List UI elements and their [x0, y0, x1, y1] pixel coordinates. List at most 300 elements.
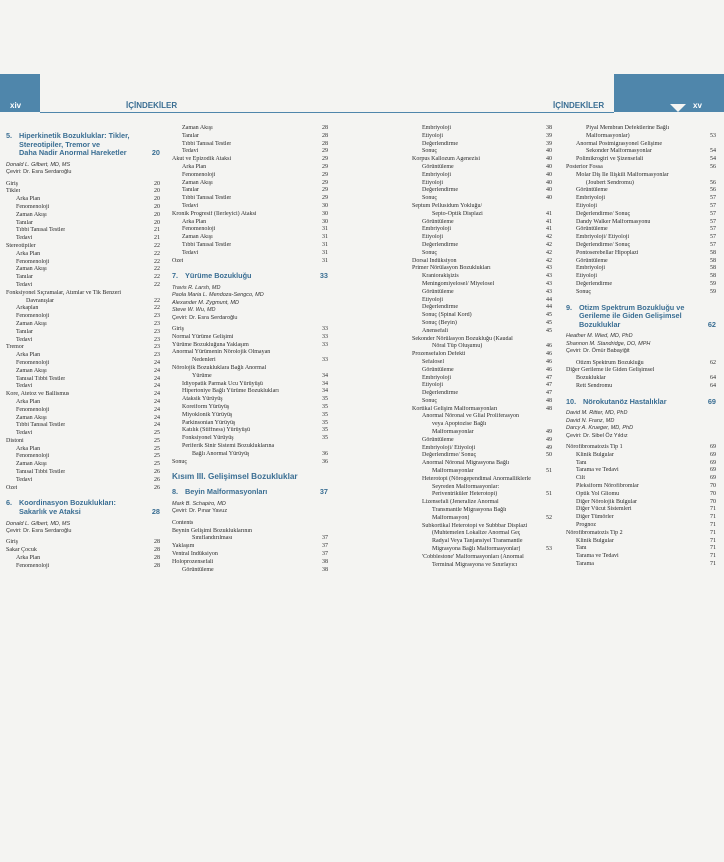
toc-entry — [172, 148, 328, 156]
chapter-title — [566, 304, 684, 330]
toc-entry-page: 35 — [322, 419, 328, 426]
toc-entry-page — [550, 421, 552, 429]
left-header-notch — [52, 104, 68, 112]
toc-entry-title: Zaman Akışı — [182, 179, 213, 186]
toc-entry — [412, 538, 552, 546]
toc-entry — [412, 530, 552, 538]
toc-entry-page: 30 — [322, 218, 328, 225]
toc-entry-title: Seyreden Malformasyonlar: — [432, 483, 500, 490]
toc-entry — [6, 469, 160, 477]
toc-entry — [6, 337, 160, 345]
toc-entry — [412, 234, 552, 242]
toc-entry-title: Sonuç — [172, 458, 187, 465]
toc-entry-page: 41 — [546, 226, 552, 233]
toc-entry-title: Kortikal Gelişim Malformasyonları — [412, 405, 498, 412]
toc-entry — [6, 422, 160, 430]
toc-entry-title: Fenomenoloji — [16, 258, 50, 265]
toc-entry-title: Diğer Nörolojik Bulgular — [576, 498, 637, 505]
toc-entry — [412, 250, 552, 258]
chapter-title-lines — [583, 398, 667, 407]
chapter-author: David N. Franz, MD — [566, 417, 615, 424]
toc-entry-page — [550, 476, 552, 484]
toc-entry-page: 70 — [710, 482, 716, 489]
toc-entry-page: 58 — [710, 273, 716, 280]
toc-entry-title: Embriyoloji — [422, 374, 451, 381]
toc-entry-page: 23 — [154, 313, 160, 320]
toc-entry-title: İdiyopatik Parmak Ucu Yürüyüşü — [182, 380, 263, 387]
toc-entry — [412, 203, 552, 211]
toc-entry-page: 22 — [154, 274, 160, 281]
toc-entry — [172, 451, 328, 459]
toc-entry-page: 39 — [546, 132, 552, 139]
chapter-heading — [566, 304, 716, 330]
toc-entry-title: Polimikrogiri ve Şizensefali — [576, 156, 644, 163]
toc-entry — [172, 520, 328, 528]
toc-entry — [412, 359, 552, 367]
toc-entry — [412, 375, 552, 383]
toc-entry-title: Ataksik Yürüyüş — [182, 396, 223, 403]
toc-entry-title: Parkinsonian Yürüyüş — [182, 419, 236, 426]
toc-entry-page: 58 — [710, 257, 716, 264]
chapter-author: Heather M. Wied, MD, PhD — [566, 333, 633, 340]
toc-entry-title: Arka Plan — [16, 352, 41, 359]
chapter-page: 28 — [151, 507, 160, 517]
toc-entry — [172, 141, 328, 149]
chapter-translator: Çeviri: Dr. Ömür Babayiğit — [566, 348, 630, 355]
toc-entry-page: 28 — [322, 140, 328, 147]
toc-entry-page: 38 — [546, 125, 552, 131]
toc-entry-page: 43 — [546, 273, 552, 280]
toc-entry-page: 47 — [546, 390, 552, 397]
toc-entry-page: 54 — [710, 156, 716, 163]
toc-entry-page: 43 — [546, 288, 552, 295]
toc-entry-page: 49 — [546, 429, 552, 436]
toc-entry-title: Görüntüleme — [576, 187, 608, 194]
toc-entry-title: Arka Plan — [182, 218, 207, 225]
toc-entry-page: 24 — [154, 406, 160, 413]
toc-entry — [566, 219, 716, 227]
toc-entry — [412, 523, 552, 531]
toc-entry-page — [550, 460, 552, 468]
toc-entry — [6, 235, 160, 243]
chapter-page: 69 — [707, 396, 716, 406]
toc-entry-page: 34 — [322, 380, 328, 387]
toc-entry-title: Zaman Akışı — [16, 266, 47, 273]
toc-entry-title: Fenomenoloji — [182, 171, 216, 178]
toc-entry-title: Değerlendirme/ Sonuç — [422, 452, 477, 459]
toc-entry — [566, 258, 716, 266]
toc-entry — [172, 559, 328, 567]
toc-entry — [6, 453, 160, 461]
toc-entry-page: 43 — [546, 265, 552, 272]
toc-entry-page: 49 — [546, 436, 552, 443]
toc-entry — [6, 220, 160, 228]
toc-entry-page: 46 — [546, 351, 552, 358]
toc-entry-title: Akut ve Epizodik Ataksi — [172, 156, 232, 163]
toc-entry — [6, 547, 160, 555]
toc-entry — [172, 242, 328, 250]
toc-entry — [566, 187, 716, 195]
toc-entry-title: Tanısal Tıbbi Testler — [16, 375, 66, 382]
toc-entry-page: 40 — [546, 163, 552, 170]
toc-entry-page: 45 — [546, 319, 552, 326]
toc-entry — [566, 383, 716, 391]
toc-entry-page: 45 — [546, 327, 552, 334]
chapter-title-line: Gerileme ile Giden Gelişimsel — [579, 311, 682, 321]
toc-entry-title: Tanılar — [16, 219, 33, 226]
toc-entry-page: 40 — [546, 171, 552, 178]
toc-entry-title: Tanılar — [16, 328, 33, 335]
toc-entry — [412, 421, 552, 429]
toc-entry-title: Zaman Akışı — [16, 367, 47, 374]
toc-entry-title: Değerlendirme — [422, 140, 458, 147]
toc-entry-title: Sekonder Nörülasyon Bozukluğu (Kaudal — [412, 335, 513, 342]
toc-entry — [172, 258, 328, 266]
toc-entry-title: Fenomenoloji — [16, 313, 50, 320]
toc-entry-title: Transmantle Migrasyona Bağlı — [432, 507, 507, 514]
toc-entry-page: 23 — [154, 336, 160, 343]
toc-entry-page: 25 — [154, 453, 160, 460]
toc-entry-title: Zaman Akışı — [182, 234, 213, 241]
toc-entry-page: 56 — [710, 187, 716, 194]
toc-entry — [6, 352, 160, 360]
toc-entry-title: Radyal Veya Tanjansiyel Transmantle — [432, 538, 523, 545]
toc-entry-page — [714, 125, 716, 133]
toc-entry-title: Görüntüleme — [576, 257, 608, 264]
toc-entry — [172, 535, 328, 543]
toc-entry — [412, 211, 552, 219]
toc-entry-page — [550, 562, 552, 570]
toc-entry-page: 56 — [710, 179, 716, 186]
toc-entry — [566, 265, 716, 273]
toc-entry — [412, 273, 552, 281]
toc-entry-page: 71 — [710, 560, 716, 567]
toc-entry-title: Bozukluklar — [576, 375, 606, 382]
toc-entry — [172, 164, 328, 172]
toc-entry-page: 46 — [546, 343, 552, 350]
toc-entry-title: Migrasyona Bağlı Malformasyonlar) — [432, 546, 521, 553]
toc-entry-page: 34 — [322, 372, 328, 379]
toc-entry — [566, 211, 716, 219]
toc-entry-page: 24 — [154, 359, 160, 366]
toc-entry-page: 69 — [710, 475, 716, 482]
toc-entry-page: 37 — [322, 535, 328, 542]
chapter-title-line: Stereotipiler, Tremor ve — [19, 139, 101, 149]
toc-entry-page: 42 — [546, 249, 552, 256]
toc-entry-page: 21 — [154, 227, 160, 234]
toc-entry — [172, 443, 328, 451]
toc-entry-title: Embriyoloji — [422, 125, 451, 131]
toc-entry-title: Tremor — [6, 344, 24, 351]
toc-entry — [172, 373, 328, 381]
toc-entry-page — [550, 336, 552, 344]
toc-entry — [412, 367, 552, 375]
toc-entry-page: 44 — [546, 304, 552, 311]
toc-entry-page: 71 — [710, 537, 716, 544]
toc-entry-title: Sonuç — [422, 195, 437, 202]
toc-entry-title: Zaman Akışı — [16, 211, 47, 218]
toc-entry-title: Değerlendirme/ Sonuç — [576, 241, 631, 248]
toc-entry-title: Tedavi — [16, 235, 33, 242]
toc-entry-title: Etiyoloji — [576, 273, 597, 280]
toc-entry-title: Arka Plan — [16, 250, 41, 257]
toc-entry-title: Molar Diş İle İlişkili Malformasyonlar — [576, 171, 669, 178]
toc-entry — [6, 446, 160, 454]
toc-entry-page: 59 — [710, 280, 716, 287]
toc-entry — [172, 219, 328, 227]
toc-entry-title: Embriyoloji/ Etiyoloji — [576, 234, 630, 241]
toc-entry-title: Prognoz — [576, 521, 596, 528]
toc-entry — [6, 266, 160, 274]
toc-entry — [6, 563, 160, 571]
toc-entry-page: 35 — [322, 403, 328, 410]
toc-entry — [566, 226, 716, 234]
toc-entry-page: 33 — [322, 341, 328, 348]
toc-entry — [6, 485, 160, 493]
toc-entry-page: 56 — [710, 163, 716, 170]
toc-entry-page: 22 — [154, 258, 160, 265]
toc-entry — [412, 445, 552, 453]
toc-entry-page: 25 — [154, 461, 160, 468]
chapter-title — [6, 132, 130, 158]
toc-entry — [566, 530, 716, 538]
chapter-title-lines — [185, 272, 251, 281]
toc-entry-page: 71 — [710, 506, 716, 513]
toc-entry-title: Arka Plan — [16, 398, 41, 405]
toc-entry-page — [550, 413, 552, 421]
toc-entry-title: Tedavi — [182, 249, 199, 256]
toc-entry-page: 31 — [322, 234, 328, 241]
chapter-page: 62 — [707, 319, 716, 329]
toc-entry-page: 54 — [710, 148, 716, 155]
toc-entry — [566, 156, 716, 164]
toc-entry-title: Etiyoloji — [422, 179, 443, 186]
toc-entry-page: 35 — [322, 396, 328, 403]
toc-entry-page: 39 — [546, 140, 552, 147]
toc-entry — [412, 515, 552, 523]
toc-entry — [566, 367, 716, 375]
toc-entry-title: Fenomenoloji — [16, 359, 50, 366]
toc-entry — [172, 365, 328, 373]
toc-entry-title: Klinik Bulgular — [576, 451, 614, 458]
toc-entry — [6, 368, 160, 376]
toc-entry-page: 33 — [322, 357, 328, 364]
toc-entry-title: Embriyoloji — [422, 171, 451, 178]
toc-entry-title: Embriyoloji — [422, 226, 451, 233]
toc-entry-page: 23 — [154, 344, 160, 351]
chapter-author: Mark B. Schapiro, MD — [172, 500, 226, 507]
chapter-title — [6, 499, 116, 516]
toc-entry-page: 57 — [710, 241, 716, 248]
toc-entry-title: Sonuç (Beyin) — [422, 319, 457, 326]
right-header-notch — [670, 104, 686, 112]
toc-entry-title: Sonuç — [422, 397, 437, 404]
toc-entry-page — [326, 349, 328, 357]
toc-entry — [6, 399, 160, 407]
toc-entry-title: Koreiform Yürüyüş — [182, 403, 230, 410]
toc-entry-title: Giriş — [6, 180, 18, 187]
toc-entry-page: 42 — [546, 257, 552, 264]
toc-entry-page: 21 — [154, 235, 160, 242]
toc-entry-title: Malformasyon) — [432, 514, 470, 521]
toc-entry — [566, 553, 716, 561]
toc-entry-page: 58 — [710, 249, 716, 256]
toc-entry-title: Görüntüleme — [422, 163, 454, 170]
chapter-author: Alexander M. Zygmunt, MD — [172, 299, 239, 306]
toc-entry — [172, 412, 328, 420]
toc-entry-title: Heterotopi (Nörogependimal Anormalliklerle — [422, 475, 531, 482]
toc-entry-title: Nörolojik Bozukluklara Bağlı Anormal — [172, 364, 267, 371]
toc-entry — [566, 250, 716, 258]
toc-entry-page: 20 — [154, 196, 160, 203]
toc-entry — [172, 427, 328, 435]
toc-entry — [412, 226, 552, 234]
toc-entry-title: Tedavi — [182, 202, 199, 209]
toc-entry-page: 28 — [154, 562, 160, 569]
toc-entry-page: 23 — [154, 352, 160, 359]
toc-entry-page: 36 — [322, 458, 328, 465]
toc-entry — [566, 172, 716, 180]
toc-entry-page: 28 — [154, 547, 160, 554]
toc-entry-page — [550, 538, 552, 546]
toc-entry-title: Zaman Akışı — [16, 461, 47, 468]
toc-entry-page: 26 — [154, 476, 160, 483]
toc-entry-title: Subkortikal Heterotopi ve Subbbar Displazi — [422, 522, 528, 529]
toc-entry — [6, 259, 160, 267]
toc-entry-title: Tanı — [576, 545, 587, 552]
toc-entry — [172, 250, 328, 258]
toc-entry — [566, 234, 716, 242]
toc-entry-title: Görüntüleme — [422, 436, 454, 443]
toc-entry — [172, 180, 328, 188]
toc-entry — [6, 212, 160, 220]
toc-entry-title: Tanılar — [16, 274, 33, 281]
toc-entry-title: Yaklaşım — [172, 543, 195, 550]
toc-entry-title: Tedavi — [16, 281, 33, 288]
chapter-title-lines — [579, 304, 684, 330]
chapter-author: Darcy A. Krueger, MD, PhD — [566, 425, 634, 432]
toc-entry-page: 37 — [322, 543, 328, 550]
toc-entry-page: 64 — [710, 382, 716, 389]
toc-entry-page — [714, 141, 716, 149]
toc-entry — [172, 125, 328, 133]
chapter-author: Donald L. Gilbert, MD, MS — [6, 520, 71, 527]
toc-entry — [412, 320, 552, 328]
toc-entry-title: Optik Yol Gliomu — [576, 490, 620, 497]
toc-entry-title: Tedavi — [16, 336, 33, 343]
toc-entry — [566, 452, 716, 460]
toc-entry-page: 24 — [154, 375, 160, 382]
toc-entry-title: Anormal Nöronal Migrasyona Bağlı — [422, 460, 510, 467]
chapter-number: 6. — [6, 498, 13, 508]
toc-column-4 — [566, 125, 716, 569]
toc-entry — [172, 551, 328, 559]
toc-entry — [566, 375, 716, 383]
toc-entry-title: Contents — [172, 519, 194, 526]
toc-entry — [6, 438, 160, 446]
toc-entry-page: 70 — [710, 498, 716, 505]
toc-entry — [6, 376, 160, 384]
toc-entry-title: Fonksiyonel Yürüyüş — [182, 435, 234, 442]
toc-entry-page: 42 — [546, 241, 552, 248]
toc-entry-title: Klinik Bulgular — [576, 537, 614, 544]
toc-entry — [6, 407, 160, 415]
chapter-translator: Çeviri: Dr. Esra Serdaroğlu — [172, 314, 238, 321]
toc-entry-title: Tanılar — [182, 187, 199, 194]
toc-entry-title: Değerlendirme/ Sonuç — [576, 210, 631, 217]
toc-entry-page: 20 — [154, 188, 160, 195]
toc-entry-title: Embriyoloji/ Etiyoloji — [422, 444, 476, 451]
toc-entry — [412, 507, 552, 515]
toc-entry-title: Primer Nörülasyon Bozuklukları — [412, 265, 491, 272]
toc-entry — [566, 506, 716, 514]
toc-entry-title: Tedavi — [16, 430, 33, 437]
toc-entry — [6, 282, 160, 290]
toc-entry-title: Arka Plan — [16, 445, 41, 452]
toc-entry — [412, 180, 552, 188]
toc-entry-page — [550, 554, 552, 562]
toc-entry-title: Holoprozensefali — [172, 558, 214, 565]
right-header-rule — [362, 112, 614, 113]
toc-entry-page: 35 — [322, 435, 328, 442]
chapter-author: Donald L. Gilbert, MD, MS — [6, 161, 71, 168]
toc-entry — [412, 141, 552, 149]
chapter-page: 33 — [319, 271, 328, 281]
toc-entry-page: 20 — [154, 211, 160, 218]
toc-entry-page: 69 — [710, 467, 716, 474]
toc-entry — [172, 528, 328, 536]
chapter-title-line: Yürüme Bozukluğu — [185, 271, 252, 281]
toc-entry — [566, 148, 716, 156]
toc-entry — [172, 459, 328, 467]
toc-entry-title: Yürüme — [192, 372, 212, 379]
toc-entry-title: Sonuç — [576, 288, 591, 295]
toc-entry — [412, 258, 552, 266]
toc-entry-title: Periferik Sinir Sistemi Bozukluklarına — [182, 442, 275, 449]
toc-entry-title: Pleksiform Nörofibromlar — [576, 482, 639, 489]
toc-entry — [172, 567, 328, 575]
toc-entry-title: Zaman Akışı — [182, 125, 213, 131]
chapter-page: 20 — [151, 148, 160, 158]
toc-entry-title: Kraniorakişizis — [422, 273, 459, 280]
toc-entry-page: 40 — [546, 195, 552, 202]
toc-entry-page: 42 — [546, 234, 552, 241]
left-page-number: xiv — [10, 101, 22, 110]
right-header-bar — [614, 74, 724, 112]
chapter-heading — [6, 499, 160, 516]
toc-entry — [566, 164, 716, 172]
toc-entry — [566, 133, 716, 141]
toc-entry-page: 28 — [154, 539, 160, 546]
right-page-number: xv — [693, 101, 702, 110]
toc-entry — [172, 133, 328, 141]
toc-column-1 — [6, 125, 160, 571]
toc-entry-page: 49 — [546, 444, 552, 451]
toc-entry-title: Tanılar — [182, 132, 199, 139]
toc-entry — [172, 187, 328, 195]
toc-entry — [172, 349, 328, 357]
toc-entry-title: Lizensefali (Jeneralize Anormal — [422, 499, 499, 506]
toc-entry-title: Malformasyonlar — [432, 468, 474, 475]
toc-entry-title: Terminal Migrasyona ve Sınırlayıcı — [432, 561, 518, 568]
toc-entry-page — [714, 367, 716, 375]
toc-entry-page: 52 — [546, 514, 552, 521]
toc-entry — [6, 329, 160, 337]
toc-entry-title: Rett Sendromu — [576, 382, 613, 389]
toc-entry-title: Malformasyonlar) — [586, 132, 630, 139]
toc-entry — [412, 562, 552, 570]
toc-entry-page: 24 — [154, 422, 160, 429]
